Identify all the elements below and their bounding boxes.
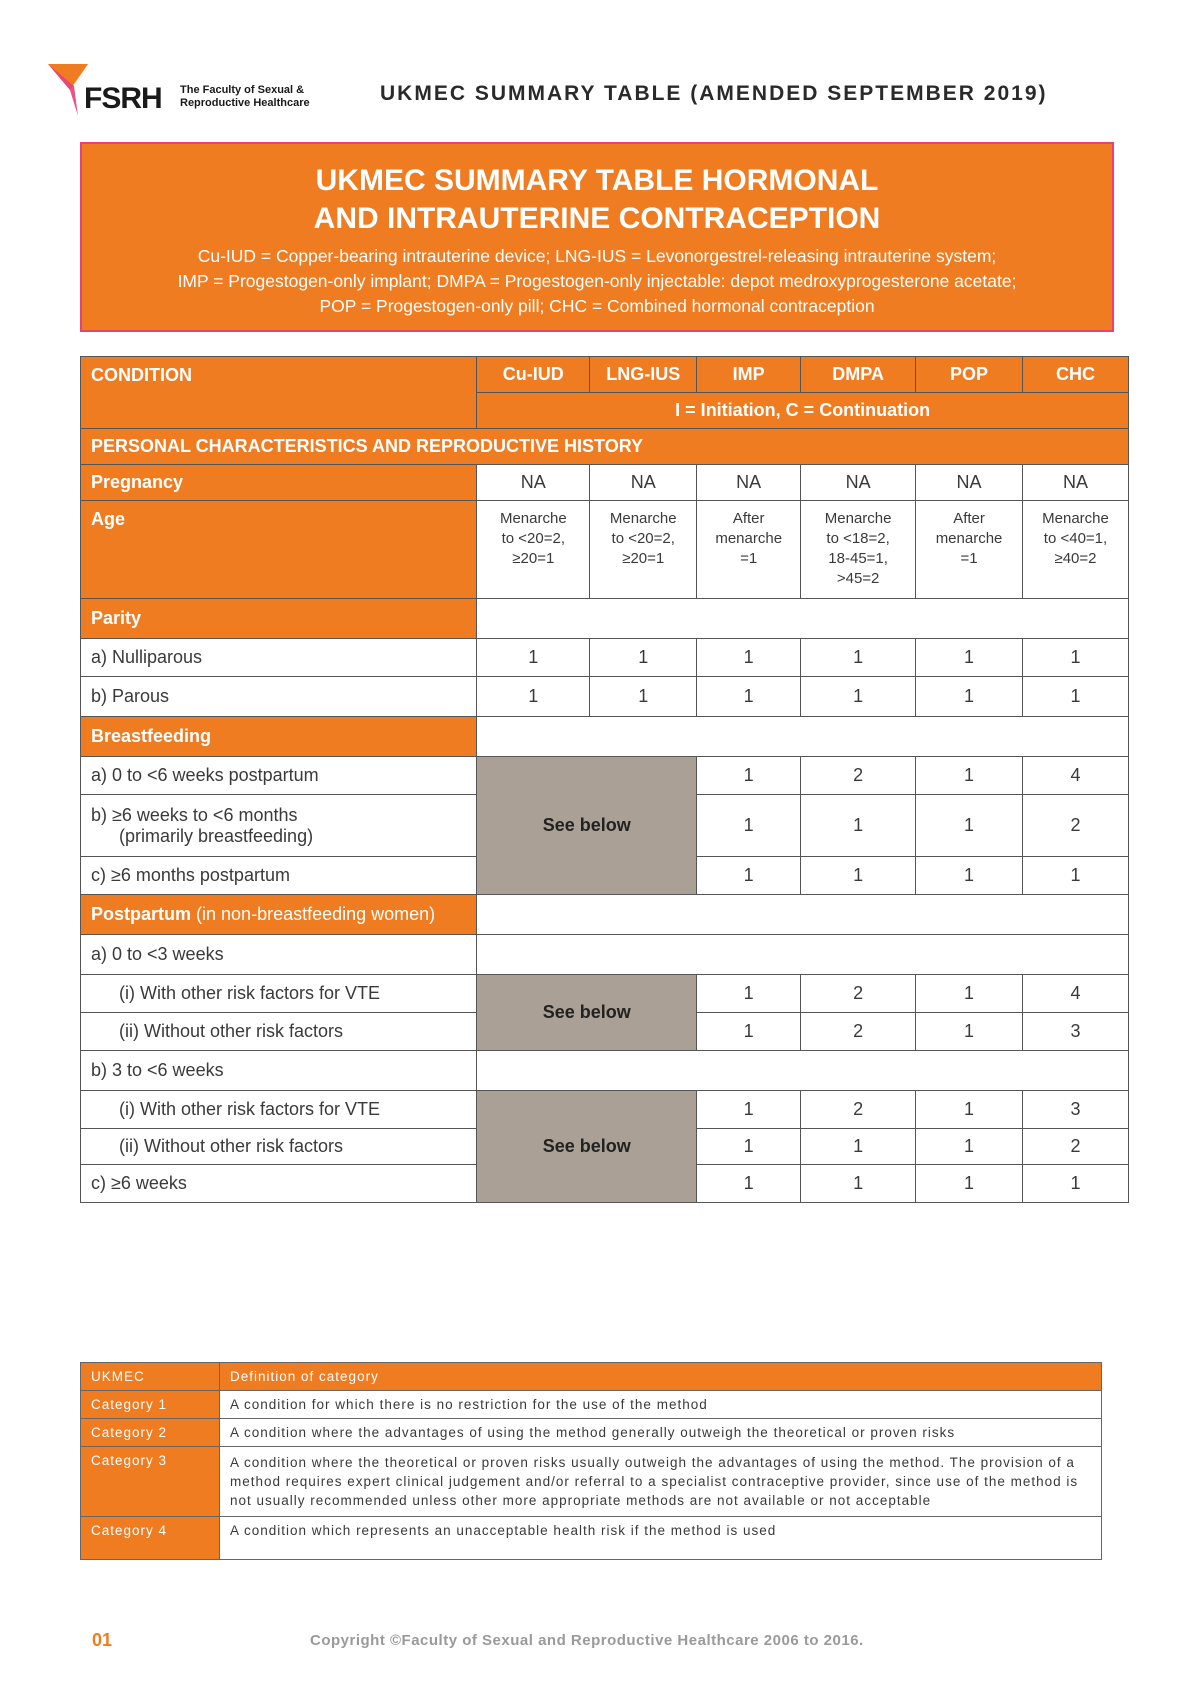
table-header-row xyxy=(81,357,1129,393)
table-row: b) ≥6 weeks to <6 months (primarily breastfeeding) 1 1 1 2 xyxy=(81,795,1129,857)
condition-header: CONDITION xyxy=(81,357,477,429)
table-row: Category 1 A condition for which there is no restriction for the use of the method xyxy=(81,1391,1102,1419)
see-below-cell: See below xyxy=(477,975,697,1051)
title-banner xyxy=(80,142,1114,332)
logo-tagline: The Faculty of Sexual & Reproductive Healthcare xyxy=(180,84,310,109)
table-row: Category 3 A condition where the theoretical or proven risks usually outweigh the advantages of using the method. The provision of a method requires expert clinical judgement and/or referral to a specialist contraceptive provider, since use of the method is not usually recommended unless other more appropriate methods are not available or not acceptable xyxy=(81,1447,1102,1517)
table-row: (ii) Without other risk factors 1 2 1 3 xyxy=(81,1013,1129,1051)
table-row: c) ≥6 weeks 1 1 1 1 xyxy=(81,1165,1129,1203)
row-label: Age xyxy=(81,501,477,599)
method-header: CHC xyxy=(1023,357,1129,393)
method-header: IMP xyxy=(697,357,801,393)
table-row: (i) With other risk factors for VTE See below 1 2 1 4 xyxy=(81,975,1129,1013)
table-row: Category 2 A condition where the advantages of using the method generally outweigh the theoretical or proven risks xyxy=(81,1419,1102,1447)
see-below-cell: See below xyxy=(477,757,697,895)
table-row: (ii) Without other risk factors 1 1 1 2 xyxy=(81,1129,1129,1165)
table-row: a) Nulliparous 1 1 1 1 1 1 xyxy=(81,639,1129,677)
table-row: Category 4 A condition which represents an unacceptable health risk if the method is used xyxy=(81,1517,1102,1560)
logo-word: FSRH xyxy=(84,82,162,115)
document-title: UKMEC SUMMARY TABLE (AMENDED SEPTEMBER 2019) xyxy=(380,82,1048,105)
row-label: Breastfeeding xyxy=(81,717,477,757)
table-row: Pregnancy NA NA NA NA NA NA xyxy=(81,465,1129,501)
method-header: POP xyxy=(916,357,1023,393)
ukmec-summary-table: CONDITION Cu-IUD LNG-IUS IMP DMPA POP CHC I = Initiation, C = Continuation PERSONAL CHARACTERISTICS AND REPRODUCTIVE HISTORY Pregnancy NA NA NA NA NA NA Age Menarche to <20=2, ≥20=1 Menarche to <20=2, ≥20=1 After menarche =1 Menarche to <18=2, 18-45=1, >45=2 After menarche =1 Menarche to <40=1, ≥40=2 Parity a) Nulliparous 1 1 1 1 1 1 b) Parous 1 1 1 1 1 1 Breastfeeding a) 0 to <6 weeks postpartum See below 1 2 1 4 b) ≥6 weeks to <6 months (primarily breastfeeding) 1 1 1 2 c) ≥6 months postpartum 1 1 1 1 Postpartum (in non-breastfeeding women) a) 0 to <3 weeks (i) With other risk factors for VTE See below 1 2 1 4 (ii) Without other risk factors 1 2 1 3 b) 3 to <6 weeks (i) With other risk factors for VTE See below 1 2 1 3 (ii) Without other risk factors 1 1 1 2 c) ≥6 weeks 1 1 1 1 xyxy=(80,356,1129,1203)
table-row: UKMEC Definition of category xyxy=(81,1363,1102,1391)
table-row: (i) With other risk factors for VTE See below 1 2 1 3 xyxy=(81,1091,1129,1129)
method-header: DMPA xyxy=(801,357,916,393)
table-row: c) ≥6 months postpartum 1 1 1 1 xyxy=(81,857,1129,895)
section-title: PERSONAL CHARACTERISTICS AND REPRODUCTIVE HISTORY xyxy=(81,429,1129,465)
copyright: Copyright ©Faculty of Sexual and Reproductive Healthcare 2006 to 2016. xyxy=(310,1632,864,1649)
fsrh-triangle-icon xyxy=(48,64,88,116)
table-row: Age Menarche to <20=2, ≥20=1 Menarche to <20=2, ≥20=1 After menarche =1 Menarche to <18=2, 18-45=1, >45=2 After menarche =1 Menarche to <40=1, ≥40=2 xyxy=(81,501,1129,599)
row-label: Parity xyxy=(81,599,477,639)
method-header: Cu-IUD xyxy=(477,357,590,393)
row-label: Pregnancy xyxy=(81,465,477,501)
method-header: LNG-IUS xyxy=(590,357,697,393)
abbreviations: Cu-IUD = Copper-bearing intrauterine device; LNG-IUS = Levonorgestrel-releasing intrauterine system; IMP = Progestogen-only implant; DMPA = Progestogen-only injectable: depot medroxyprogesterone acetate; POP = Progestogen-only pill; CHC = Combined hormonal contraception xyxy=(177,246,1017,316)
banner-title: UKMEC SUMMARY TABLE HORMONAL AND INTRAUTERINE CONTRACEPTION xyxy=(313,164,881,235)
table-row: b) Parous 1 1 1 1 1 1 xyxy=(81,677,1129,717)
row-label: Postpartum (in non-breastfeeding women) xyxy=(81,895,477,935)
table-row: a) 0 to <6 weeks postpartum See below 1 2 1 4 xyxy=(81,757,1129,795)
see-below-cell: See below xyxy=(477,1091,697,1203)
category-definitions-table xyxy=(80,1362,1102,1560)
page-number: 01 xyxy=(92,1630,113,1650)
fsrh-logo xyxy=(48,64,348,124)
legend-cell: I = Initiation, C = Continuation xyxy=(477,393,1129,429)
